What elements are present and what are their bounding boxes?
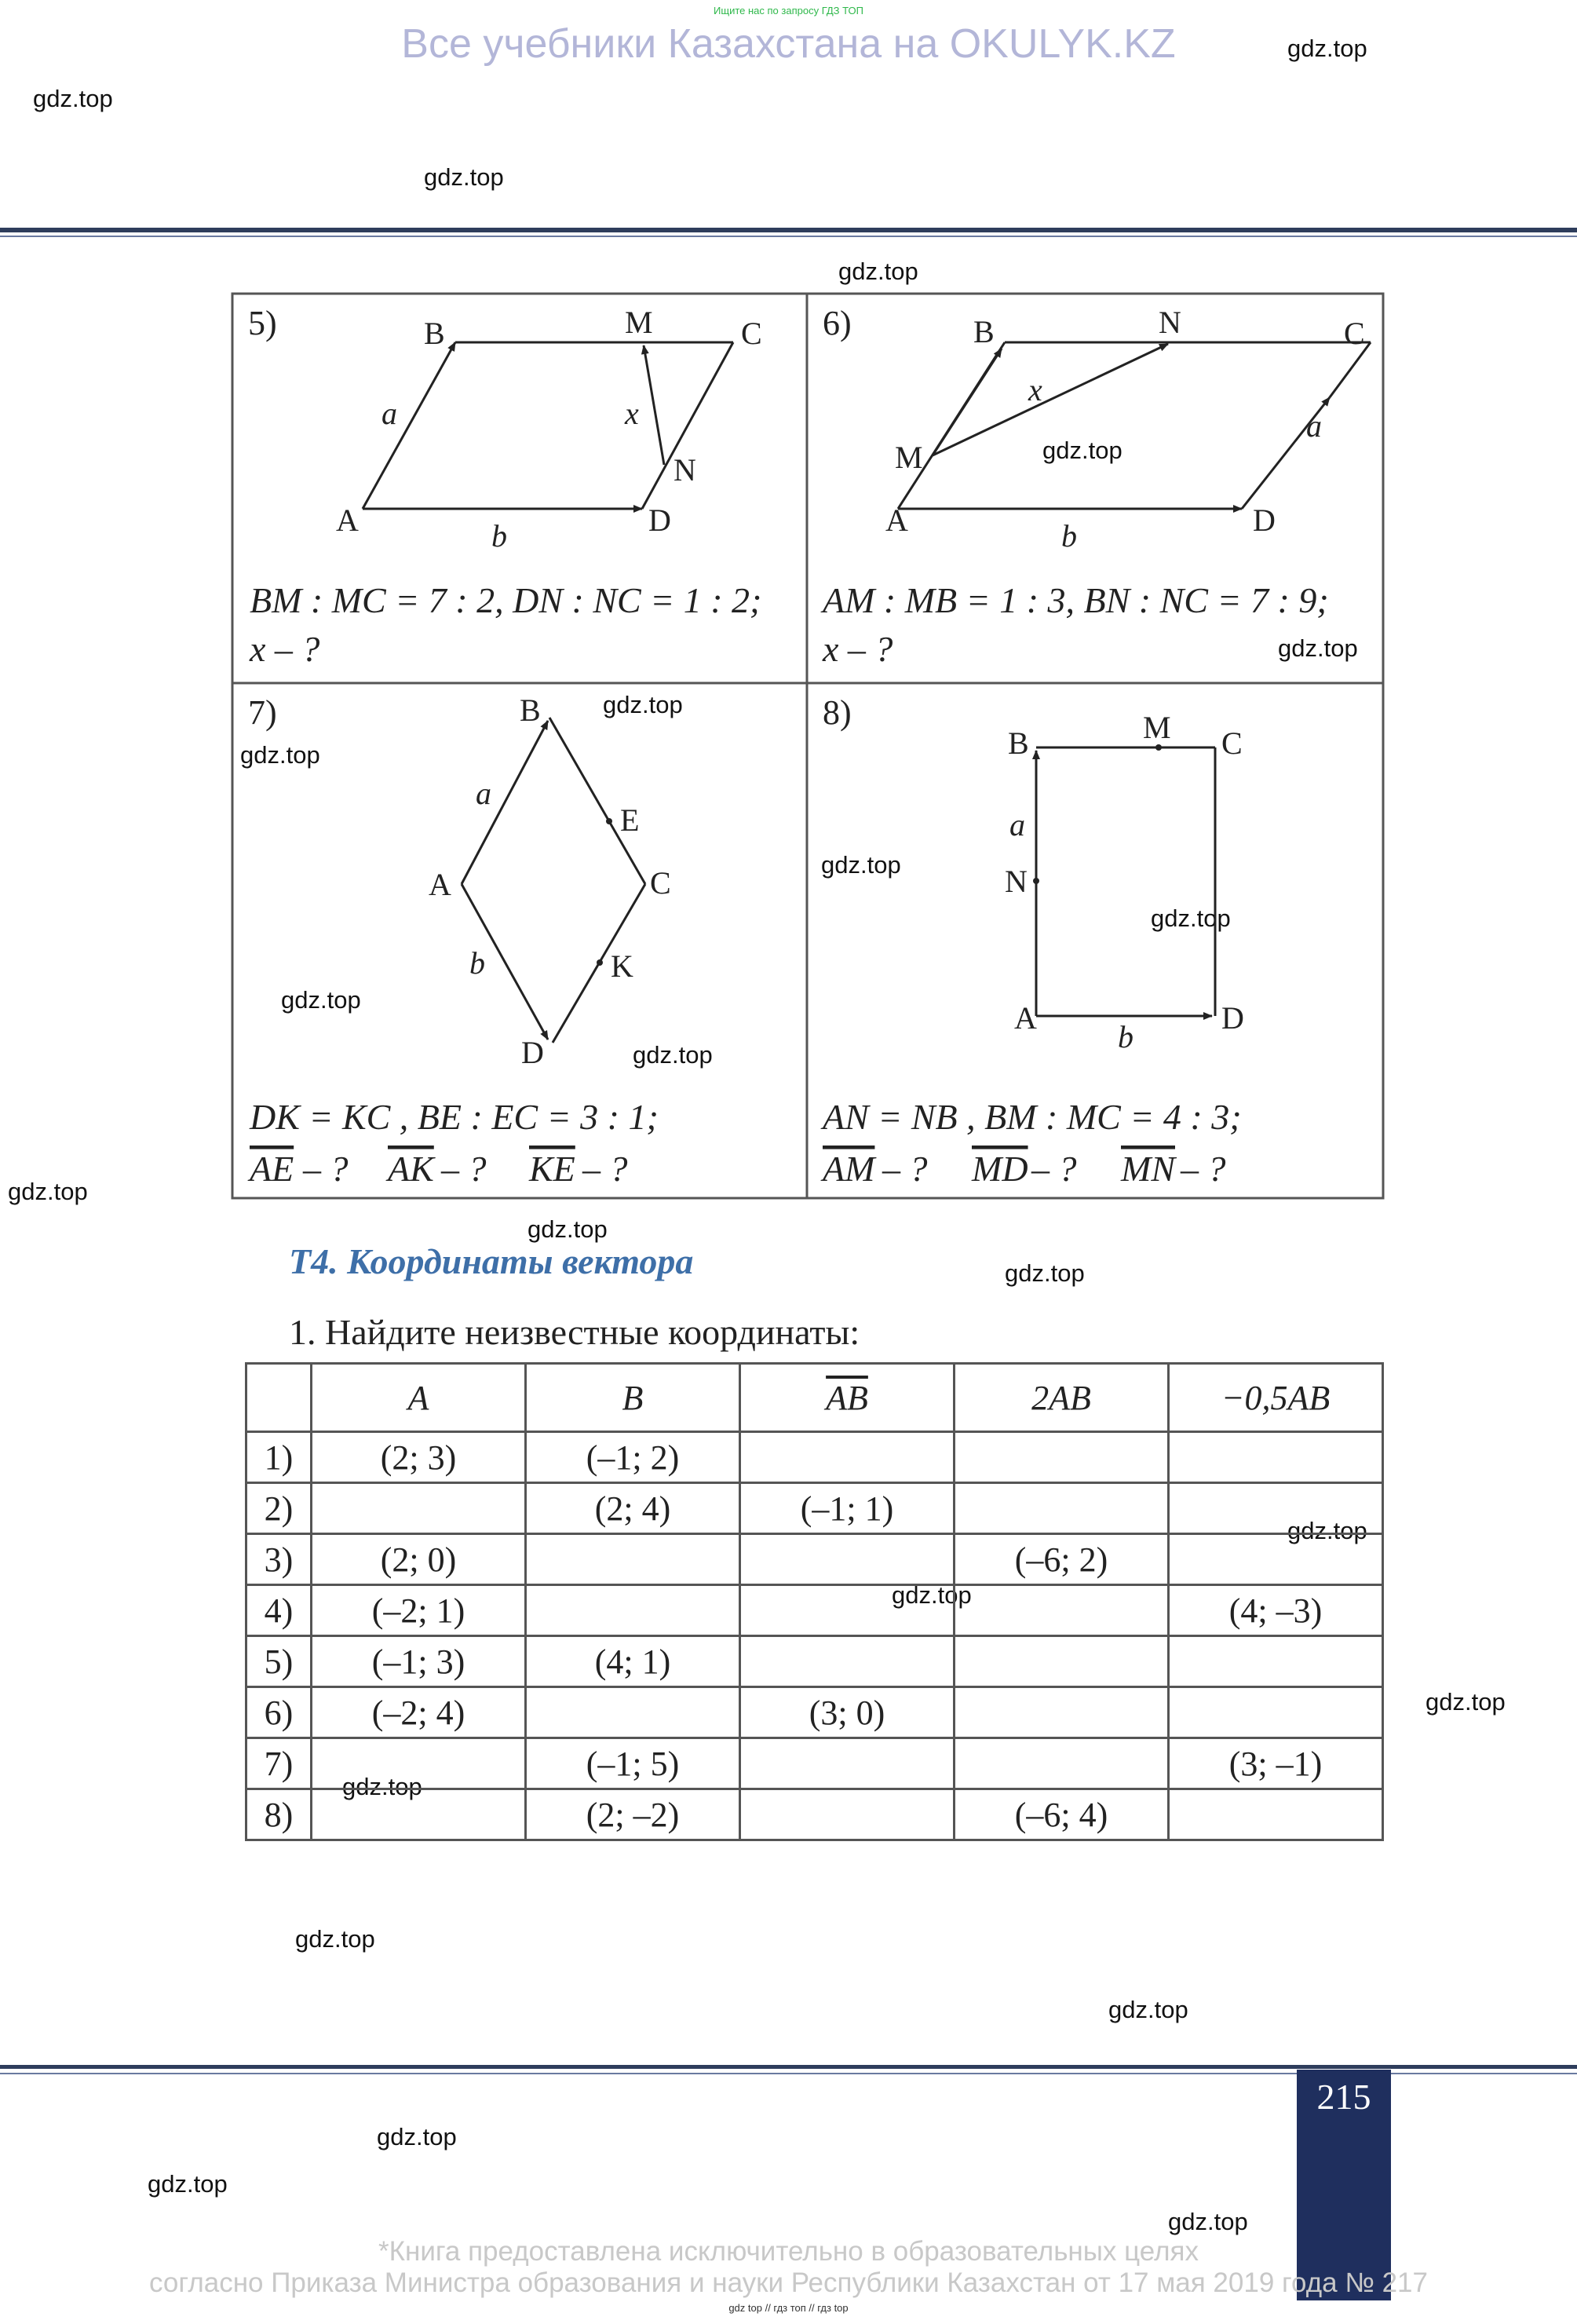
table-row [246,1738,1383,1789]
watermark: gdz.top [1108,1996,1188,2023]
svg-text:B: B [1008,725,1029,761]
table-header-row [246,1364,1383,1432]
table-cell [740,1636,955,1687]
table-cell: (–1; 5) [526,1738,740,1789]
coordinates-table [245,1362,1384,1841]
section-title: T4. Координаты вектора [289,1241,694,1281]
watermark: gdz.top [33,85,113,112]
table-row [246,1483,1383,1534]
svg-text:AK: AK [388,1149,434,1189]
problem-number: 8) [823,693,852,732]
table-cell [1169,1483,1383,1534]
condition: BM : MC = 7 : 2, DN : NC = 1 : 2; [250,580,762,620]
problem-number: 6) [823,304,852,342]
row-number: 3) [246,1534,312,1585]
problem-8 [820,693,1244,1189]
watermark: gdz.top [633,1041,713,1069]
svg-text:C: C [1221,725,1243,761]
table-row [246,1534,1383,1585]
table-cell: (2; 3) [312,1432,526,1483]
svg-text:B: B [424,316,445,351]
svg-text:B: B [973,314,995,349]
table-cell [955,1483,1169,1534]
svg-text:– ?: – ? [441,1149,487,1189]
condition: AN = NB , BM : MC = 4 : 3; [823,1097,1242,1137]
svg-text:C: C [650,865,671,901]
table-cell: (4; –3) [1169,1585,1383,1636]
header-cell [246,1364,312,1432]
svg-text:KE: KE [529,1149,575,1189]
table-row [246,1789,1383,1840]
header-cell: −0,5AB [1169,1364,1383,1432]
header-cell: B [526,1364,740,1432]
header-cell: A [312,1364,526,1432]
watermark: gdz.top [1426,1688,1506,1716]
table-cell: (3; –1) [1169,1738,1383,1789]
footer-links[interactable]: gdz top // гдз топ // гдз top [728,2302,849,2314]
svg-text:N: N [1005,864,1028,899]
row-number: 5) [246,1636,312,1687]
table-cell [740,1738,955,1789]
header-cell: 2AB [955,1364,1169,1432]
table-cell: (4; 1) [526,1636,740,1687]
watermark: gdz.top [1168,2208,1248,2235]
watermark: gdz.top [892,1581,972,1609]
problem-number: 7) [248,693,277,732]
watermark: gdz.top [1287,35,1367,62]
table-cell [312,1483,526,1534]
watermark: gdz.top [148,2170,228,2198]
watermark: gdz.top [1287,1517,1367,1544]
question-line [820,1149,1226,1189]
svg-text:– ?: – ? [882,1149,928,1189]
watermark: gdz.top [1042,437,1123,464]
problem-number: 5) [248,304,277,342]
svg-text:a: a [476,776,491,811]
table-cell [740,1432,955,1483]
table-cell [1169,1534,1383,1585]
table-row [246,1687,1383,1738]
problem-5 [248,304,762,669]
bottom-rule [0,2065,1577,2069]
table-cell [1169,1432,1383,1483]
table-cell: (–2; 1) [312,1585,526,1636]
svg-text:A: A [885,502,908,538]
table-cell [1169,1789,1383,1840]
footer-line-2: согласно Приказа Министра образования и науки Республики Казахстан от 17 мая 2019 года № 217 [148,2267,1428,2298]
svg-text:a: a [381,396,397,431]
table-cell [955,1738,1169,1789]
svg-text:D: D [648,502,671,538]
table-cell [526,1585,740,1636]
watermark: gdz.top [1151,904,1231,932]
problem-6 [820,304,1371,669]
svg-text:AM: AM [823,1149,875,1189]
svg-text:N: N [674,452,696,488]
table-cell: (2; –2) [526,1789,740,1840]
svg-text:a: a [1009,807,1025,842]
svg-text:B: B [520,692,541,728]
table-cell: (–1; 3) [312,1636,526,1687]
watermark: gdz.top [1278,634,1358,662]
table-cell [312,1738,526,1789]
watermark: gdz.top [342,1773,422,1800]
table-cell [955,1585,1169,1636]
question-line [247,1149,628,1189]
svg-text:M: M [895,440,923,475]
row-number: 8) [246,1789,312,1840]
footer-line-1: *Книга предоставлена исключительно в образовательных целях [378,2236,1199,2267]
table-cell: (–1; 1) [740,1483,955,1534]
svg-text:b: b [1118,1019,1133,1054]
row-number: 2) [246,1483,312,1534]
watermark: gdz.top [377,2123,457,2150]
svg-text:C: C [1344,316,1365,351]
watermark: gdz.top [295,1925,375,1953]
watermark: gdz.top [424,163,504,191]
svg-text:– ?: – ? [1181,1149,1226,1189]
table-cell: (–1; 2) [526,1432,740,1483]
svg-text:b: b [491,518,507,554]
svg-text:N: N [1159,305,1181,340]
svg-text:MN: MN [1121,1149,1175,1189]
table-row [246,1432,1383,1483]
svg-text:b: b [1061,518,1077,554]
svg-text:x: x [625,396,639,431]
svg-text:A: A [429,867,451,902]
row-number: 6) [246,1687,312,1738]
svg-text:– ?: – ? [582,1149,628,1189]
svg-text:a: a [1306,408,1322,444]
table-cell [1169,1687,1383,1738]
condition: AM : MB = 1 : 3, BN : NC = 7 : 9; [823,580,1329,620]
watermark: gdz.top [1005,1259,1085,1287]
watermark: gdz.top [240,741,320,769]
table-cell [740,1534,955,1585]
svg-text:D: D [1253,502,1276,538]
task-text: 1. Найдите неизвестные координаты: [289,1312,860,1352]
question: x – ? [823,629,893,669]
svg-text:x: x [1028,372,1042,407]
svg-text:– ?: – ? [1031,1149,1077,1189]
svg-text:A: A [336,502,359,538]
svg-text:M: M [625,305,653,340]
table-cell: (–6; 2) [955,1534,1169,1585]
table-row [246,1585,1383,1636]
svg-text:A: A [1014,1000,1037,1036]
row-number: 7) [246,1738,312,1789]
table-cell [955,1636,1169,1687]
svg-text:D: D [521,1035,544,1070]
svg-text:MD: MD [972,1149,1028,1189]
svg-text:C: C [741,316,762,351]
svg-text:– ?: – ? [303,1149,349,1189]
watermark: gdz.top [821,851,901,879]
table-cell: (2; 4) [526,1483,740,1534]
watermark: gdz.top [281,986,361,1014]
row-number: 1) [246,1432,312,1483]
watermark: gdz.top [8,1178,88,1205]
table-row [246,1636,1383,1687]
svg-text:b: b [469,945,485,981]
table-cell: (–2; 4) [312,1687,526,1738]
table-cell [1169,1636,1383,1687]
watermark: gdz.top [527,1215,608,1243]
problem-7 [247,692,671,1189]
table-cell [955,1687,1169,1738]
question: x – ? [250,629,320,669]
watermark: gdz.top [603,691,683,718]
table-cell: (–6; 4) [955,1789,1169,1840]
table-cell [526,1534,740,1585]
svg-text:D: D [1221,1000,1244,1036]
svg-text:M: M [1143,710,1171,745]
table-cell [955,1432,1169,1483]
header-title[interactable]: Все учебники Казахстана на OKULYK.KZ [401,21,1176,67]
table-cell [740,1585,955,1636]
table-cell: (3; 0) [740,1687,955,1738]
row-number: 4) [246,1585,312,1636]
header-cell: $\overline{AB}$ [740,1364,955,1432]
svg-text:AE: AE [250,1149,294,1189]
header-note: Ищите нас по запросу ГДЗ ТОП [714,5,863,16]
watermark: gdz.top [838,258,918,285]
table-cell [312,1789,526,1840]
svg-text:E: E [620,802,640,838]
svg-text:K: K [611,948,633,984]
condition: DK = KC , BE : EC = 3 : 1; [250,1097,659,1137]
table-cell [526,1687,740,1738]
table-cell: (2; 0) [312,1534,526,1585]
table-cell [740,1789,955,1840]
page-number: 215 [1316,2077,1371,2117]
